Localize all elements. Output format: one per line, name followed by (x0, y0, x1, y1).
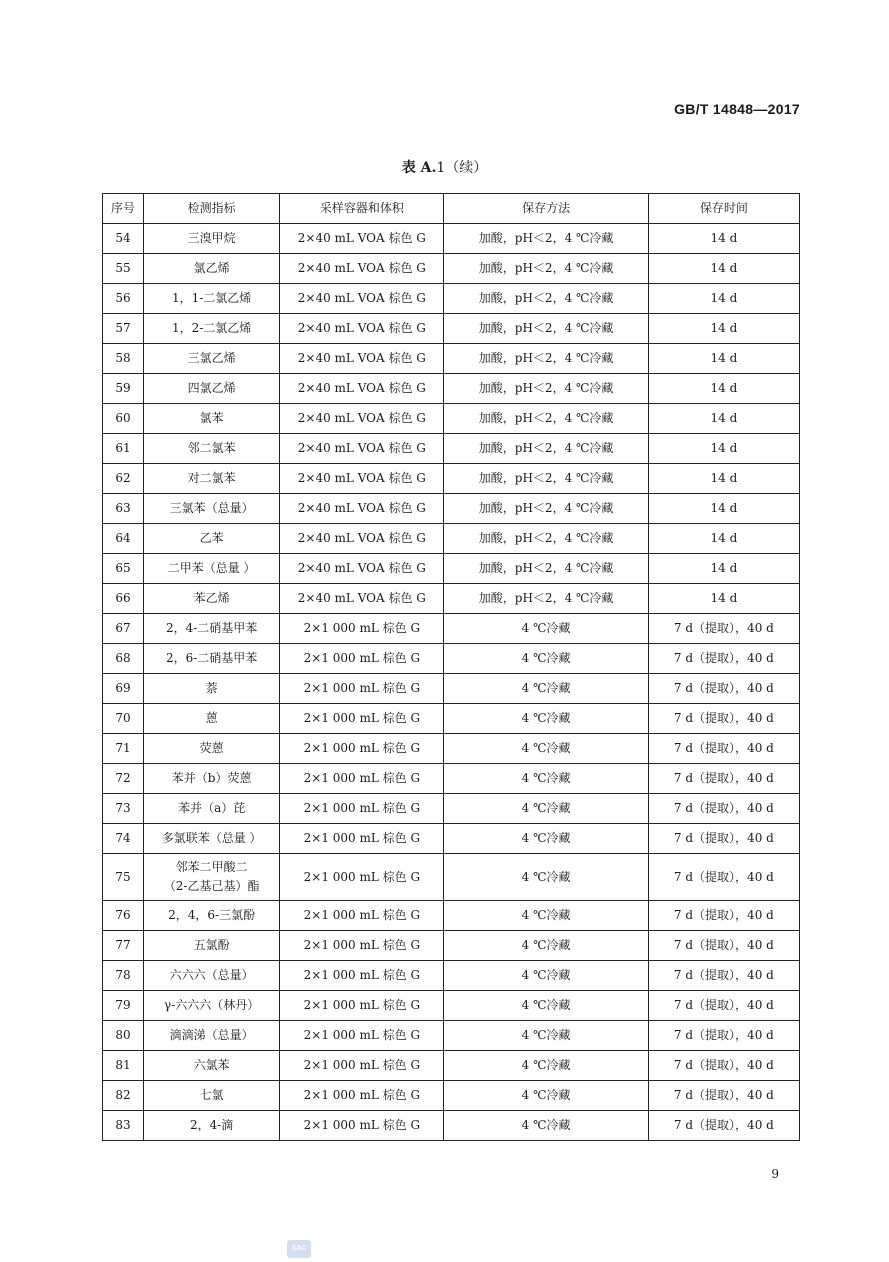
cell-seq: 69 (103, 674, 144, 704)
table-row (103, 901, 800, 931)
table-row (103, 854, 800, 901)
cell-container: 2×40 mL VOA 棕色 G (280, 254, 444, 284)
table-caption-suffix: 1（续） (436, 160, 488, 176)
table-caption (0, 157, 889, 177)
cell-seq: 73 (103, 794, 144, 824)
cell-seq: 57 (103, 314, 144, 344)
cell-item: 2，4-二硝基甲苯 (144, 614, 280, 644)
cell-item: 1，1-二氯乙烯 (144, 284, 280, 314)
table-row (103, 374, 800, 404)
cell-time: 7 d（提取），40 d (648, 614, 799, 644)
table-row (103, 824, 800, 854)
cell-method: 4 ℃冷藏 (444, 794, 648, 824)
cell-seq: 66 (103, 584, 144, 614)
table-header-row (103, 194, 800, 224)
cell-item: 多氯联苯（总量 ） (144, 824, 280, 854)
cell-time: 14 d (648, 554, 799, 584)
cell-seq: 80 (103, 1021, 144, 1051)
cell-time: 7 d（提取），40 d (648, 991, 799, 1021)
table-row (103, 1051, 800, 1081)
cell-seq: 54 (103, 224, 144, 254)
cell-time: 14 d (648, 254, 799, 284)
cell-seq: 67 (103, 614, 144, 644)
table-row (103, 344, 800, 374)
table-row (103, 1021, 800, 1051)
table-row (103, 524, 800, 554)
cell-time: 7 d（提取），40 d (648, 1111, 799, 1141)
cell-container: 2×1 000 mL 棕色 G (280, 704, 444, 734)
cell-method: 4 ℃冷藏 (444, 1051, 648, 1081)
cell-method: 4 ℃冷藏 (444, 961, 648, 991)
cell-item: 氯苯 (144, 404, 280, 434)
cell-container: 2×1 000 mL 棕色 G (280, 854, 444, 901)
cell-item: 五氯酚 (144, 931, 280, 961)
cell-container: 2×1 000 mL 棕色 G (280, 961, 444, 991)
table-row (103, 961, 800, 991)
table-row (103, 434, 800, 464)
table-body (103, 224, 800, 1141)
table-row (103, 734, 800, 764)
cell-item: 萘 (144, 674, 280, 704)
cell-method: 4 ℃冷藏 (444, 614, 648, 644)
cell-item: 三溴甲烷 (144, 224, 280, 254)
column-header-seq: 序号 (103, 194, 144, 224)
cell-container: 2×40 mL VOA 棕色 G (280, 344, 444, 374)
cell-time: 7 d（提取），40 d (648, 644, 799, 674)
cell-time: 7 d（提取），40 d (648, 824, 799, 854)
cell-item: 四氯乙烯 (144, 374, 280, 404)
cell-method: 加酸，pH＜2，4 ℃冷藏 (444, 434, 648, 464)
cell-method: 加酸，pH＜2，4 ℃冷藏 (444, 314, 648, 344)
cell-method: 4 ℃冷藏 (444, 1081, 648, 1111)
cell-item: 六氯苯 (144, 1051, 280, 1081)
cell-method: 4 ℃冷藏 (444, 644, 648, 674)
cell-time: 7 d（提取），40 d (648, 794, 799, 824)
table-row (103, 614, 800, 644)
cell-method: 4 ℃冷藏 (444, 704, 648, 734)
cell-container: 2×1 000 mL 棕色 G (280, 644, 444, 674)
cell-method: 4 ℃冷藏 (444, 824, 648, 854)
sampling-table (102, 193, 800, 1141)
cell-item: 1，2-二氯乙烯 (144, 314, 280, 344)
cell-time: 14 d (648, 284, 799, 314)
cell-item: 2，4-滴 (144, 1111, 280, 1141)
cell-item: 2，4，6-三氯酚 (144, 901, 280, 931)
cell-item: 三氯乙烯 (144, 344, 280, 374)
cell-seq: 60 (103, 404, 144, 434)
table-row (103, 284, 800, 314)
cell-item: 邻苯二甲酸二 （2-乙基己基）酯 (144, 854, 280, 901)
cell-item: 苯并（b）荧蒽 (144, 764, 280, 794)
cell-item: 苯并（a）芘 (144, 794, 280, 824)
cell-time: 7 d（提取），40 d (648, 931, 799, 961)
cell-method: 4 ℃冷藏 (444, 991, 648, 1021)
cell-time: 14 d (648, 464, 799, 494)
column-header-time: 保存时间 (648, 194, 799, 224)
cell-container: 2×40 mL VOA 棕色 G (280, 404, 444, 434)
cell-seq: 58 (103, 344, 144, 374)
cell-method: 加酸，pH＜2，4 ℃冷藏 (444, 224, 648, 254)
cell-seq: 70 (103, 704, 144, 734)
cell-time: 14 d (648, 374, 799, 404)
table-row (103, 1111, 800, 1141)
cell-container: 2×1 000 mL 棕色 G (280, 1051, 444, 1081)
cell-seq: 61 (103, 434, 144, 464)
cell-container: 2×40 mL VOA 棕色 G (280, 494, 444, 524)
cell-seq: 71 (103, 734, 144, 764)
table-row (103, 764, 800, 794)
cell-container: 2×40 mL VOA 棕色 G (280, 554, 444, 584)
cell-item: 荧蒽 (144, 734, 280, 764)
cell-method: 加酸，pH＜2，4 ℃冷藏 (444, 404, 648, 434)
cell-seq: 75 (103, 854, 144, 901)
cell-item: 邻二氯苯 (144, 434, 280, 464)
cell-seq: 55 (103, 254, 144, 284)
cell-time: 14 d (648, 584, 799, 614)
cell-method: 4 ℃冷藏 (444, 854, 648, 901)
table-row (103, 314, 800, 344)
cell-seq: 56 (103, 284, 144, 314)
cell-container: 2×1 000 mL 棕色 G (280, 764, 444, 794)
cell-method: 加酸，pH＜2，4 ℃冷藏 (444, 554, 648, 584)
cell-seq: 72 (103, 764, 144, 794)
cell-time: 7 d（提取），40 d (648, 704, 799, 734)
cell-container: 2×1 000 mL 棕色 G (280, 901, 444, 931)
cell-item: 乙苯 (144, 524, 280, 554)
cell-method: 加酸，pH＜2，4 ℃冷藏 (444, 254, 648, 284)
cell-seq: 68 (103, 644, 144, 674)
cell-time: 14 d (648, 314, 799, 344)
cell-method: 4 ℃冷藏 (444, 674, 648, 704)
cell-time: 7 d（提取），40 d (648, 1021, 799, 1051)
standard-number: GB/T 14848—2017 (674, 101, 800, 117)
cell-container: 2×40 mL VOA 棕色 G (280, 224, 444, 254)
cell-seq: 76 (103, 901, 144, 931)
cell-method: 加酸，pH＜2，4 ℃冷藏 (444, 584, 648, 614)
cell-seq: 78 (103, 961, 144, 991)
cell-time: 7 d（提取），40 d (648, 734, 799, 764)
cell-time: 14 d (648, 524, 799, 554)
cell-method: 加酸，pH＜2，4 ℃冷藏 (444, 464, 648, 494)
cell-time: 14 d (648, 494, 799, 524)
cell-time: 14 d (648, 434, 799, 464)
cell-seq: 59 (103, 374, 144, 404)
cell-method: 加酸，pH＜2，4 ℃冷藏 (444, 494, 648, 524)
page-number: 9 (771, 1167, 779, 1181)
cell-seq: 74 (103, 824, 144, 854)
cell-method: 4 ℃冷藏 (444, 1111, 648, 1141)
column-header-method: 保存方法 (444, 194, 648, 224)
cell-method: 加酸，pH＜2，4 ℃冷藏 (444, 374, 648, 404)
table-caption-prefix: 表 A. (401, 160, 437, 176)
cell-seq: 81 (103, 1051, 144, 1081)
cell-container: 2×40 mL VOA 棕色 G (280, 464, 444, 494)
table-row (103, 494, 800, 524)
cell-method: 4 ℃冷藏 (444, 734, 648, 764)
cell-method: 加酸，pH＜2，4 ℃冷藏 (444, 344, 648, 374)
cell-container: 2×40 mL VOA 棕色 G (280, 284, 444, 314)
table-row (103, 704, 800, 734)
cell-time: 7 d（提取），40 d (648, 764, 799, 794)
cell-item: 七氯 (144, 1081, 280, 1111)
table-row (103, 794, 800, 824)
cell-time: 7 d（提取），40 d (648, 961, 799, 991)
column-header-item: 检测指标 (144, 194, 280, 224)
cell-container: 2×40 mL VOA 棕色 G (280, 434, 444, 464)
sac-watermark-logo: SAC (287, 1240, 311, 1258)
cell-container: 2×1 000 mL 棕色 G (280, 824, 444, 854)
cell-time: 7 d（提取），40 d (648, 1051, 799, 1081)
cell-method: 加酸，pH＜2，4 ℃冷藏 (444, 524, 648, 554)
cell-container: 2×1 000 mL 棕色 G (280, 991, 444, 1021)
cell-time: 14 d (648, 224, 799, 254)
cell-time: 7 d（提取），40 d (648, 901, 799, 931)
cell-method: 4 ℃冷藏 (444, 931, 648, 961)
cell-container: 2×1 000 mL 棕色 G (280, 794, 444, 824)
table-row (103, 931, 800, 961)
cell-item: 氯乙烯 (144, 254, 280, 284)
cell-time: 7 d（提取），40 d (648, 1081, 799, 1111)
table-row (103, 404, 800, 434)
cell-item: 二甲苯（总量 ） (144, 554, 280, 584)
cell-container: 2×1 000 mL 棕色 G (280, 734, 444, 764)
cell-time: 7 d（提取），40 d (648, 854, 799, 901)
table-row (103, 584, 800, 614)
cell-item: 滴滴涕（总量） (144, 1021, 280, 1051)
cell-container: 2×1 000 mL 棕色 G (280, 614, 444, 644)
table-row (103, 674, 800, 704)
cell-item: γ-六六六（林丹） (144, 991, 280, 1021)
cell-seq: 79 (103, 991, 144, 1021)
cell-container: 2×40 mL VOA 棕色 G (280, 314, 444, 344)
cell-container: 2×1 000 mL 棕色 G (280, 674, 444, 704)
cell-container: 2×40 mL VOA 棕色 G (280, 374, 444, 404)
cell-item: 2，6-二硝基甲苯 (144, 644, 280, 674)
cell-item: 对二氯苯 (144, 464, 280, 494)
cell-time: 14 d (648, 344, 799, 374)
cell-seq: 64 (103, 524, 144, 554)
cell-container: 2×40 mL VOA 棕色 G (280, 584, 444, 614)
cell-method: 4 ℃冷藏 (444, 764, 648, 794)
cell-method: 加酸，pH＜2，4 ℃冷藏 (444, 284, 648, 314)
cell-seq: 62 (103, 464, 144, 494)
cell-seq: 83 (103, 1111, 144, 1141)
cell-item: 蒽 (144, 704, 280, 734)
cell-container: 2×1 000 mL 棕色 G (280, 1111, 444, 1141)
cell-seq: 82 (103, 1081, 144, 1111)
table-row (103, 1081, 800, 1111)
table-row (103, 554, 800, 584)
column-header-container: 采样容器和体积 (280, 194, 444, 224)
cell-time: 7 d（提取），40 d (648, 674, 799, 704)
table-row (103, 224, 800, 254)
cell-item: 苯乙烯 (144, 584, 280, 614)
cell-method: 4 ℃冷藏 (444, 1021, 648, 1051)
cell-time: 14 d (648, 404, 799, 434)
cell-container: 2×1 000 mL 棕色 G (280, 1081, 444, 1111)
table-row (103, 644, 800, 674)
cell-item: 六六六（总量） (144, 961, 280, 991)
table-row (103, 464, 800, 494)
cell-item: 三氯苯（总量） (144, 494, 280, 524)
cell-method: 4 ℃冷藏 (444, 901, 648, 931)
table-row (103, 254, 800, 284)
cell-seq: 77 (103, 931, 144, 961)
cell-container: 2×1 000 mL 棕色 G (280, 1021, 444, 1051)
cell-seq: 65 (103, 554, 144, 584)
cell-container: 2×1 000 mL 棕色 G (280, 931, 444, 961)
cell-container: 2×40 mL VOA 棕色 G (280, 524, 444, 554)
table-row (103, 991, 800, 1021)
cell-seq: 63 (103, 494, 144, 524)
